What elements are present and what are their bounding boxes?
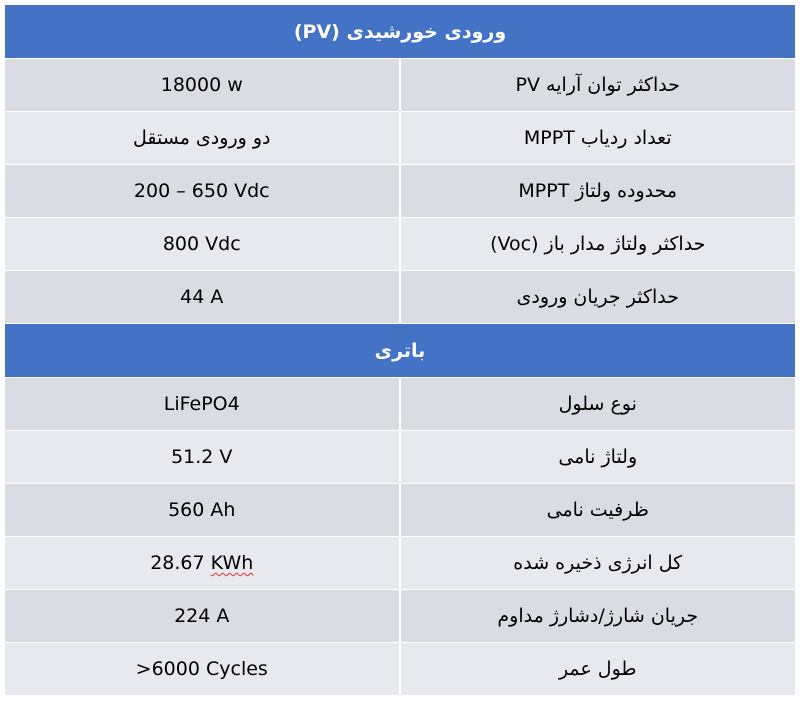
row-value: 800 Vdc xyxy=(5,218,400,271)
row-value: LiFePO4 xyxy=(5,378,400,431)
table-row xyxy=(5,590,796,643)
table-row xyxy=(5,218,796,271)
row-label: حداکثر جریان ورودی xyxy=(400,271,796,324)
table-row xyxy=(5,59,796,112)
row-value xyxy=(5,537,400,590)
table-row xyxy=(5,112,796,165)
row-label: طول عمر xyxy=(400,643,796,696)
row-label: حداکثر توان آرایه PV xyxy=(400,59,796,112)
section-title-battery: باتری xyxy=(5,324,796,378)
table-row xyxy=(5,378,796,431)
spec-table xyxy=(4,4,796,696)
row-label: جریان شارژ/دشارژ مداوم xyxy=(400,590,796,643)
row-value: 44 A xyxy=(5,271,400,324)
section-header-battery xyxy=(5,324,796,378)
row-label: ظرفیت نامی xyxy=(400,484,796,537)
section-title-pv: ورودی خورشیدی (PV) xyxy=(5,5,796,59)
section-header-pv xyxy=(5,5,796,59)
row-value: 51.2 V xyxy=(5,431,400,484)
row-label: ولتاژ نامی xyxy=(400,431,796,484)
table-row xyxy=(5,643,796,696)
row-value: 224 A xyxy=(5,590,400,643)
row-label: حداکثر ولتاژ مدار باز (Voc) xyxy=(400,218,796,271)
row-label: نوع سلول xyxy=(400,378,796,431)
row-value: 560 Ah xyxy=(5,484,400,537)
table-row xyxy=(5,484,796,537)
table-row xyxy=(5,431,796,484)
row-label: تعداد ردیاب MPPT xyxy=(400,112,796,165)
energy-number: 28.67 xyxy=(150,552,205,574)
row-value: 200 – 650 Vdc xyxy=(5,165,400,218)
energy-unit: KWh xyxy=(210,552,254,574)
row-label: کل انرژی ذخیره شده xyxy=(400,537,796,590)
row-value: 18000 w xyxy=(5,59,400,112)
table-row xyxy=(5,537,796,590)
row-label: محدوده ولتاژ MPPT xyxy=(400,165,796,218)
row-value: >6000 Cycles xyxy=(5,643,400,696)
table-row xyxy=(5,165,796,218)
row-value: دو ورودی مستقل xyxy=(5,112,400,165)
table-row xyxy=(5,271,796,324)
